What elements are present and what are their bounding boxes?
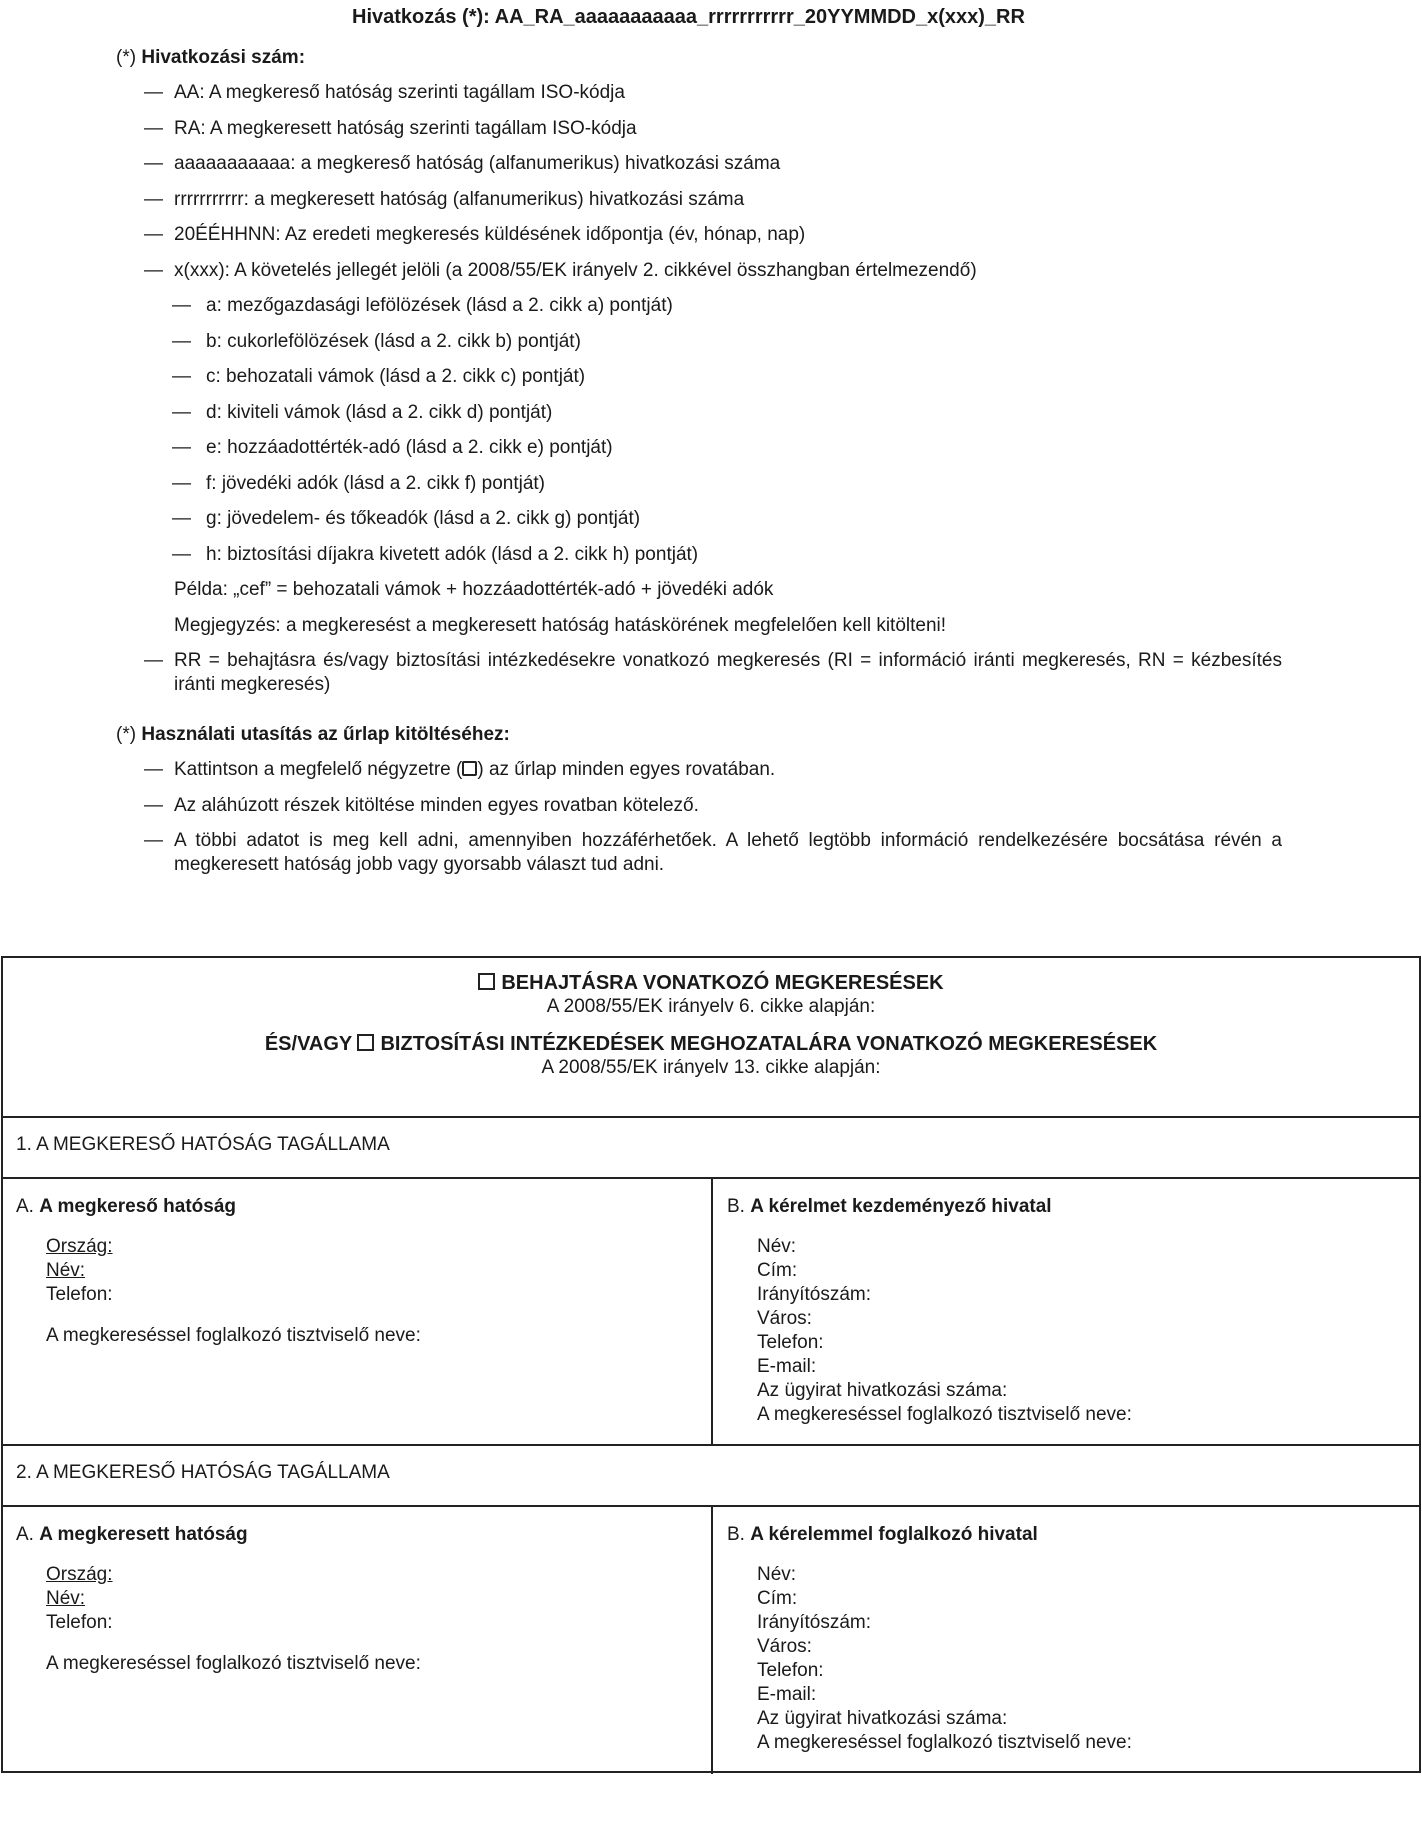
list-item-text: A többi adatot is meg kell adni, amennyiben hozzáférhetőek. A lehető legtöbb információ rendelkezésére bocsátása révén a megkeresett hatóság jobb vagy gyorsabb választ tud adni.: [174, 830, 1282, 875]
postcode-field[interactable]: Irányítószám:: [757, 1612, 872, 1633]
form-title-prefix: ÉS/VAGY: [264, 1033, 352, 1055]
list-item: [116, 829, 1282, 877]
address-field[interactable]: Cím:: [757, 1588, 798, 1609]
column-title: A. A megkereső hatóság: [16, 1196, 236, 1217]
country-field[interactable]: Ország:: [46, 1236, 113, 1257]
dash-icon: —: [144, 759, 163, 780]
list-item-text: rrrrrrrrrrr: a megkeresett hatóság (alfanumerikus) hivatkozási száma: [174, 188, 745, 210]
note-text: Megjegyzés: a megkeresést a megkeresett hatóság hatáskörének megfelelően kell kitölteni!: [174, 614, 947, 636]
name-field[interactable]: Név:: [757, 1564, 797, 1585]
list-item: [116, 152, 1282, 176]
dash-icon: —: [144, 117, 163, 139]
section-1-label: 1. A MEGKERESŐ HATÓSÁG TAGÁLLAMA: [3, 1118, 1419, 1179]
list-item-text: Az aláhúzott részek kitöltése minden egyes rovatban kötelező.: [174, 794, 699, 816]
dash-icon: —: [144, 650, 163, 671]
name-field[interactable]: Név:: [46, 1260, 86, 1281]
applicant-authority-column: [3, 1179, 713, 1444]
dash-icon: —: [172, 330, 191, 352]
section-2-columns: [3, 1507, 1419, 1774]
list-item: [116, 259, 1282, 283]
requesting-office-column: [713, 1179, 1419, 1444]
country-field[interactable]: Ország:: [46, 1564, 113, 1585]
form-subtitle: A 2008/55/EK irányelv 6. cikke alapján:: [546, 996, 876, 1017]
dash-icon: —: [144, 259, 163, 281]
email-field[interactable]: E-mail:: [757, 1684, 817, 1705]
list-item: [116, 81, 1282, 105]
dash-icon: —: [144, 830, 163, 851]
notes-section: [116, 46, 1282, 889]
dash-icon: —: [172, 472, 191, 494]
list-item-text: RA: A megkeresett hatóság szerinti tagállam ISO-kódja: [174, 117, 637, 139]
postcode-field[interactable]: Irányítószám:: [757, 1284, 872, 1305]
recovery-checkbox[interactable]: [478, 973, 495, 990]
dash-icon: —: [144, 188, 163, 210]
sub-list-item: [116, 507, 1282, 531]
sub-list-item: [116, 330, 1282, 354]
section-2-label: 2. A MEGKERESŐ HATÓSÁG TAGÁLLAMA: [3, 1446, 1419, 1507]
form-title-text: BEHAJTÁSRA VONATKOZÓ MEGKERESÉSEK: [501, 972, 944, 994]
list-item: [116, 117, 1282, 141]
dash-icon: —: [172, 508, 191, 529]
official-name-field[interactable]: A megkereséssel foglalkozó tisztviselő neve:: [757, 1732, 1132, 1753]
name-field[interactable]: Név:: [46, 1588, 86, 1609]
official-name-field[interactable]: A megkereséssel foglalkozó tisztviselő neve:: [46, 1325, 421, 1346]
reference-format-heading: Hivatkozás (*): AA_RA_aaaaaaaaaaa_rrrrrrrrrrr_20YYMMDD_x(xxx)_RR: [352, 6, 1025, 28]
handling-office-column: [713, 1507, 1419, 1774]
reference-section-title: [116, 46, 1282, 70]
city-field[interactable]: Város:: [757, 1308, 812, 1329]
footnote-marker: (*): [116, 724, 137, 745]
sub-list-item: [116, 294, 1282, 318]
phone-field[interactable]: Telefon:: [757, 1660, 824, 1681]
checkbox-icon: [462, 761, 477, 776]
requested-authority-column: [3, 1507, 713, 1774]
column-title: B. A kérelmet kezdeményező hivatal: [727, 1196, 1052, 1217]
reference-title: Hivatkozási szám:: [141, 47, 306, 68]
email-field[interactable]: E-mail:: [757, 1356, 817, 1377]
sub-list-item-text: e: hozzáadottérték-adó (lásd a 2. cikk e) pontját): [206, 437, 613, 458]
section-1-columns: [3, 1179, 1419, 1446]
list-item: [116, 758, 1282, 782]
sub-list-item-text: a: mezőgazdasági lefölözések (lásd a 2. cikk a) pontját): [206, 295, 673, 316]
example-text: Példa: „cef” = behozatali vámok + hozzáadottérték-adó + jövedéki adók: [174, 579, 774, 600]
file-reference-field[interactable]: Az ügyirat hivatkozási száma:: [757, 1708, 1008, 1729]
list-item-text: ) az űrlap minden egyes rovatában.: [477, 759, 776, 780]
list-item-text: RR = behajtásra és/vagy biztosítási intézkedésekre vonatkozó megkeresés (RI = információ iránti megkeresés, RN = kézbesítés iránti megkeresés): [174, 650, 1282, 695]
sub-list-item-text: b: cukorlefölözések (lásd a 2. cikk b) pontját): [206, 330, 581, 352]
dash-icon: —: [172, 366, 191, 387]
list-item: [116, 649, 1282, 697]
dash-icon: —: [144, 153, 163, 174]
official-name-field[interactable]: A megkereséssel foglalkozó tisztviselő neve:: [757, 1404, 1132, 1425]
list-item-text: 20ÉÉHHNN: Az eredeti megkeresés küldésének időpontja (év, hónap, nap): [174, 224, 806, 245]
sub-list-item: [116, 365, 1282, 389]
sub-list-item: [116, 401, 1282, 425]
sub-list-item: [116, 436, 1282, 460]
usage-section-title: [116, 723, 1282, 747]
dash-icon: —: [144, 794, 163, 816]
sub-list-item: [116, 472, 1282, 496]
sub-list-item: [116, 543, 1282, 567]
form-header: [3, 958, 1419, 1118]
list-item: [116, 223, 1282, 247]
sub-list-item-text: f: jövedéki adók (lásd a 2. cikk f) pontját): [206, 472, 545, 494]
list-item-text: x(xxx): A követelés jellegét jelöli (a 2008/55/EK irányelv 2. cikkével összhangban értelmezendő): [174, 259, 977, 281]
usage-title: Használati utasítás az űrlap kitöltéséhez:: [141, 724, 510, 745]
file-reference-field[interactable]: Az ügyirat hivatkozási száma:: [757, 1380, 1008, 1401]
precautionary-checkbox[interactable]: [357, 1034, 374, 1051]
column-title: B. A kérelemmel foglalkozó hivatal: [727, 1524, 1038, 1545]
form-title-precautionary: [3, 1032, 1419, 1056]
column-title: A. A megkeresett hatóság: [16, 1524, 248, 1545]
dash-icon: —: [172, 401, 191, 423]
address-field[interactable]: Cím:: [757, 1260, 798, 1281]
phone-field[interactable]: Telefon:: [757, 1332, 824, 1353]
list-item-text: aaaaaaaaaaa: a megkereső hatóság (alfanumerikus) hivatkozási száma: [174, 153, 781, 174]
request-form: [1, 956, 1421, 1773]
sub-list-item-text: c: behozatali vámok (lásd a 2. cikk c) pontját): [206, 366, 586, 387]
dash-icon: —: [144, 82, 163, 103]
list-item: [116, 794, 1282, 818]
list-item-text: Kattintson a megfelelő négyzetre (: [174, 759, 463, 780]
sub-list-item-text: h: biztosítási díjakra kivetett adók (lásd a 2. cikk h) pontját): [206, 543, 699, 565]
dash-icon: —: [172, 295, 191, 316]
dash-icon: —: [172, 543, 191, 565]
city-field[interactable]: Város:: [757, 1636, 812, 1657]
name-field[interactable]: Név:: [757, 1236, 797, 1257]
form-title-text: BIZTOSÍTÁSI INTÉZKEDÉSEK MEGHOZATALÁRA VONATKOZÓ MEGKERESÉSEK: [380, 1033, 1158, 1055]
official-name-field[interactable]: A megkereséssel foglalkozó tisztviselő neve:: [46, 1653, 421, 1674]
dash-icon: —: [144, 224, 163, 245]
dash-icon: —: [172, 437, 191, 458]
phone-field[interactable]: Telefon:: [46, 1612, 113, 1633]
list-item: [116, 188, 1282, 212]
list-item-text: AA: A megkereső hatóság szerinti tagállam ISO-kódja: [174, 82, 625, 103]
sub-list-item-text: g: jövedelem- és tőkeadók (lásd a 2. cikk g) pontját): [206, 508, 641, 529]
phone-field[interactable]: Telefon:: [46, 1284, 113, 1305]
sub-list-item-text: d: kiviteli vámok (lásd a 2. cikk d) pontját): [206, 401, 553, 423]
form-subtitle: A 2008/55/EK irányelv 13. cikke alapján:: [541, 1057, 881, 1078]
form-title-recovery: [3, 971, 1419, 995]
footnote-marker: (*): [116, 47, 137, 68]
